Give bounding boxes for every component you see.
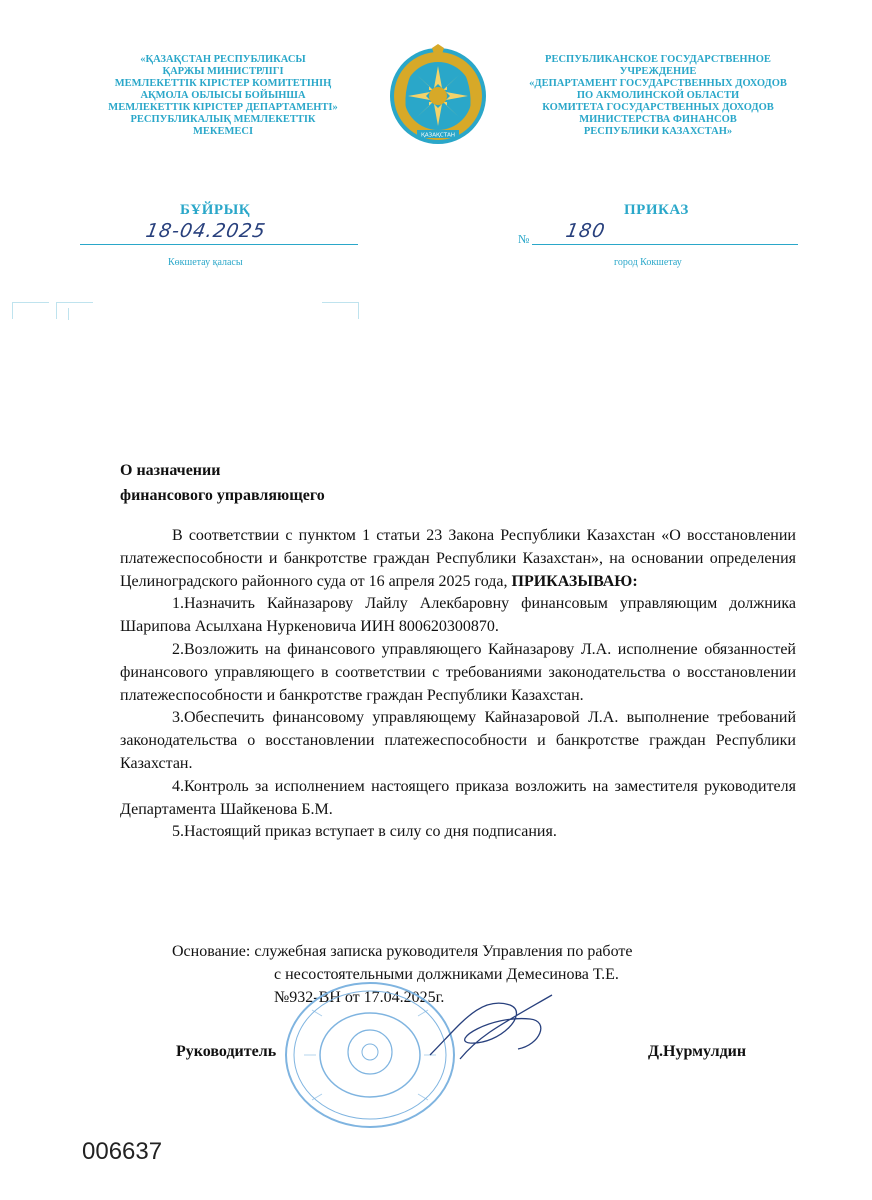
city-ru: город Кокшетау — [614, 257, 682, 268]
document-number: 006637 — [82, 1138, 163, 1165]
order-subject — [120, 458, 325, 508]
order-item: 1.Назначить Кайназарову Лайлу Алекбаровну финансовым управляющим должника Шарипова Асылхана Нуркеновича ИИН 800620300870. — [120, 595, 796, 636]
header-left-line: АҚМОЛА ОБЛЫСЫ БОЙЫНША — [140, 90, 306, 101]
signatory-role: Руководитель — [176, 1043, 277, 1060]
city-kz: Көкшетау қаласы — [168, 257, 243, 268]
header-right-line: МИНИСТЕРСТВА ФИНАНСОВ — [579, 114, 737, 125]
handwritten-date: 18-04.2025 — [144, 220, 268, 242]
handwritten-number: 180 — [564, 220, 608, 242]
handwritten-signature-icon — [400, 985, 560, 1065]
header-left-kz — [80, 54, 366, 138]
order-body — [120, 525, 796, 844]
corner-mark — [322, 302, 359, 319]
header-left-line: МЕКЕМЕСІ — [192, 126, 254, 137]
basis-line: №932-ВН от 17.04.2025г. — [274, 989, 445, 1006]
order-item: 4.Контроль за исполнением настоящего приказа возложить на заместителя руководителя Департамента Шайкенова Б.М. — [120, 777, 796, 818]
order-item: 3.Обеспечить финансовому управляющему Кайназаровой Л.А. выполнение требований законодательства о восстановлении платежеспособности и банкротстве граждан Республики Казахстан. — [120, 709, 796, 772]
header-right-line: КОМИТЕТА ГОСУДАРСТВЕННЫХ ДОХОДОВ — [542, 102, 774, 113]
header-right-ru — [508, 54, 808, 138]
order-word: ПРИКАЗЫВАЮ: — [511, 572, 638, 590]
header-right-line: РЕСПУБЛИКАНСКОЕ ГОСУДАРСТВЕННОЕ — [545, 54, 771, 65]
subject-line: О назначении — [120, 462, 221, 479]
order-item: 5.Настоящий приказ вступает в силу со дня подписания. — [172, 823, 557, 841]
number-underline — [532, 244, 798, 245]
basis-line: с несостоятельными должниками Демесинова Т.Е. — [274, 966, 619, 983]
number-sign: № — [518, 232, 530, 246]
header-left-line: «ҚАЗАҚСТАН РЕСПУБЛИКАСЫ — [140, 54, 306, 65]
header-right-line: ПО АКМОЛИНСКОЙ ОБЛАСТИ — [576, 90, 740, 101]
header-left-line: МЕМЛЕКЕТТІК КІРІСТЕР КОМИТЕТІНІҢ — [114, 78, 332, 89]
date-underline — [80, 244, 358, 245]
intro-paragraph — [120, 525, 796, 593]
subject-line: финансового управляющего — [120, 487, 325, 504]
header-right-line: «ДЕПАРТАМЕНТ ГОСУДАРСТВЕННЫХ ДОХОДОВ — [529, 78, 787, 89]
order-title-ru: ПРИКАЗ — [624, 202, 689, 218]
order-title-kz: БҰЙРЫҚ — [180, 202, 251, 218]
header-left-line: ҚАРЖЫ МИНИСТРЛІГІ — [162, 66, 284, 77]
basis-line: Основание: служебная записка руководителя Управления по работе — [172, 943, 633, 960]
header-right-line: РЕСПУБЛИКИ КАЗАХСТАН» — [583, 126, 733, 137]
emblem-ribbon-text: ҚАЗАҚСТАН — [421, 132, 455, 139]
intro-text: В соответствии с пунктом 1 статьи 23 Закона Республики Казахстан «О восстановлении платежеспособности и банкротстве граждан Республики Казахстан», на основании определения Целиноградского районного суда от 16 апреля 2025 года, — [120, 527, 796, 590]
corner-mark — [12, 302, 49, 319]
header-right-line: УЧРЕЖДЕНИЕ — [619, 66, 697, 77]
state-emblem-icon — [387, 44, 489, 152]
signatory-name: Д.Нурмулдин — [648, 1043, 747, 1060]
header-left-line: РЕСПУБЛИКАЛЫҚ МЕМЛЕКЕТТІК — [130, 114, 316, 125]
corner-mark — [68, 308, 93, 320]
order-item: 2.Возложить на финансового управляющего Кайназарову Л.А. исполнение обязанностей финансового управляющего в соответствии с требованиями законодательства о восстановлении платежеспособности и банкротстве граждан Республики Казахстан. — [120, 640, 796, 704]
header-left-line: МЕМЛЕКЕТТІК КІРІСТЕР ДЕПАРТАМЕНТІ» — [108, 102, 338, 113]
